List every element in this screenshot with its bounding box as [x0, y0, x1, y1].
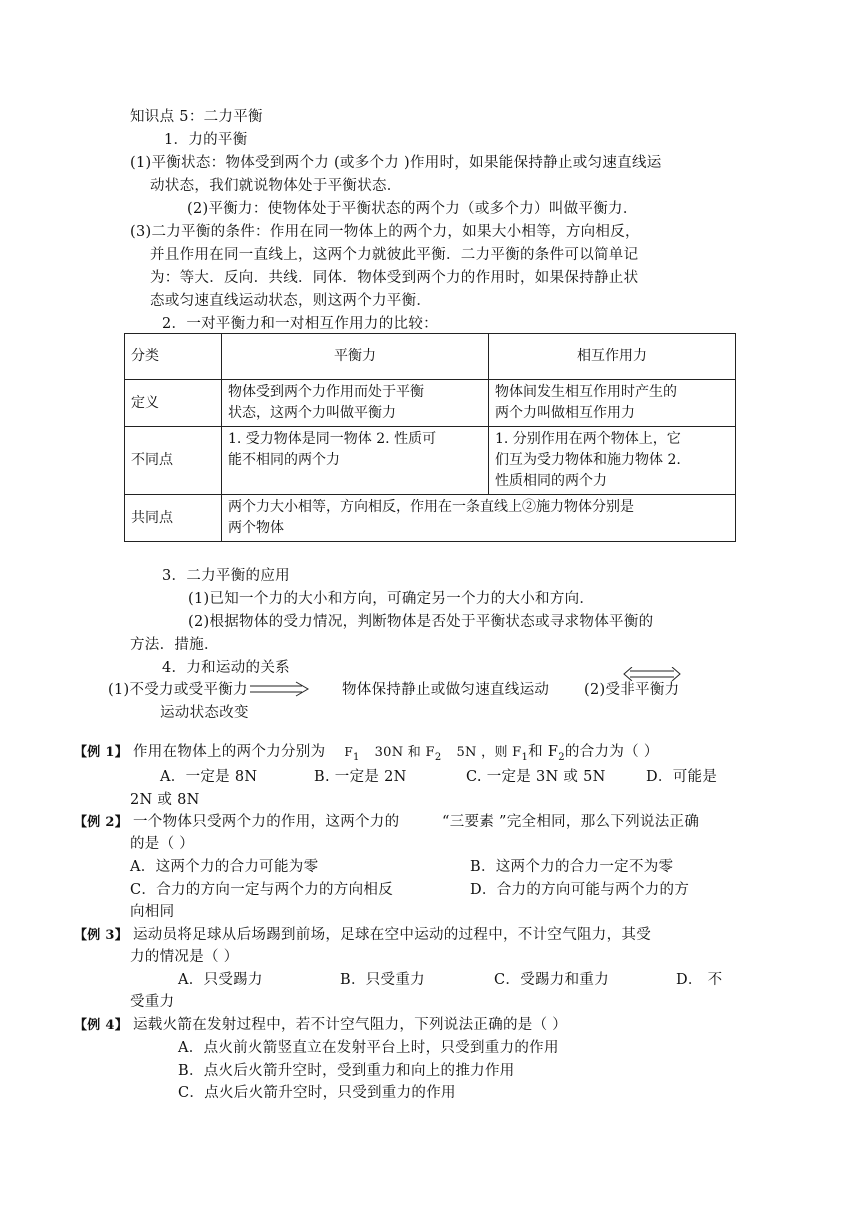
example-tag: 【例 1】 [74, 745, 129, 760]
table-row [125, 495, 736, 542]
cell-line: 1. 分别作用在两个物体上，它 [495, 431, 681, 447]
option-a: A．只受踢力 [178, 972, 263, 988]
relation-result: 运动状态改变 [160, 705, 249, 721]
subheading-3: 3．二力平衡的应用 [162, 568, 290, 584]
paragraph-line: 并且作用在同一直线上，这两个力就彼此平衡．二力平衡的条件可以简单记 [150, 247, 639, 263]
option-c: C. 一定是 3N 或 5N [466, 769, 606, 785]
cell-line: 状态，这两个力叫做平衡力 [228, 405, 396, 421]
paragraph-line: 为：等大．反向．共线．同体．物体受到两个力的作用时，如果保持静止状 [150, 270, 639, 286]
subheading-1: 1．力的平衡 [164, 132, 248, 148]
subscript: 2 [558, 751, 565, 763]
example-text: 5N ，则 F [456, 745, 522, 760]
example-text: 30N 和 F [374, 745, 435, 760]
relation-middle: 物体保持静止或做匀速直线运动 [342, 682, 550, 698]
table-cell [489, 380, 736, 427]
example-tag: 【例 3】 [74, 928, 129, 943]
option-b: B．只受重力 [340, 972, 425, 988]
cell-line: 性质相同的两个力 [495, 473, 607, 489]
table-cell [489, 427, 736, 495]
example-1-stem [74, 742, 659, 768]
table-row [125, 380, 736, 427]
cell-line: 们互为受力物体和施力物体 2. [495, 452, 681, 468]
cell-line: 物体受到两个力作用而处于平衡 [228, 384, 424, 400]
paragraph-line: (3)二力平衡的条件：作用在同一物体上的两个力，如果大小相等，方向相反， [130, 224, 640, 240]
example-tag: 【例 2】 [74, 815, 129, 830]
table-row [125, 427, 736, 495]
option-continuation: 2N 或 8N [130, 792, 200, 808]
cell-line: 能不相同的两个力 [228, 452, 340, 468]
option-a: A．这两个力的合力可能为零 [130, 859, 319, 875]
example-text: 作用在物体上的两个力分别为 [133, 744, 326, 760]
relation-right: (2)受非平衡力 [584, 682, 680, 698]
example-3-stem [74, 925, 651, 946]
example-text: 的合力为（ ） [564, 744, 659, 760]
paragraph-line: 方法．措施． [130, 637, 219, 653]
subheading-4: 4．力和运动的关系 [162, 660, 290, 676]
paragraph-line: (2)根据物体的受力情况，判断物体是否处于平衡状态或寻求物体平衡的 [188, 614, 654, 630]
example-text: 运动员将足球从后场踢到前场，足球在空中运动的过程中，不计空气阻力，其受 [133, 927, 651, 943]
option-d: D． 不 [676, 972, 723, 988]
subscript: 2 [434, 751, 442, 763]
table-cell [222, 495, 736, 542]
subheading-2: 2．一对平衡力和一对相互作用力的比较： [162, 316, 438, 332]
paragraph-line: 动状态，我们就说物体处于平衡状态． [150, 178, 402, 194]
symbol-text: F [344, 745, 353, 759]
table-header-cell: 分类 [125, 334, 222, 380]
double-arrow-icon [248, 681, 312, 697]
option-b: B．这两个力的合力一定不为零 [470, 859, 674, 875]
example-text: 力的情况是（ ） [130, 949, 239, 965]
option-b: B. 一定是 2N [314, 769, 407, 785]
paragraph-line: (2)平衡力：使物体处于平衡状态的两个力（或多个力）叫做平衡力． [187, 201, 638, 217]
example-text: 一个物体只受两个力的作用，这两个力的 [133, 814, 400, 830]
table-header-cell: 相互作用力 [489, 334, 736, 380]
option-b: B．点火后火箭升空时，受到重力和向上的推力作用 [178, 1063, 515, 1079]
option-a: A．点火前火箭竖直立在发射平台上时，只受到重力的作用 [178, 1040, 559, 1056]
cell-line: 两个物体 [228, 520, 284, 536]
cell-line: 两个力大小相等，方向相反，作用在一条直线上②施力物体分别是 [228, 499, 634, 515]
option-c: C．合力的方向一定与两个力的方向相反 [130, 882, 393, 898]
example-text: “三要素 ”完全相同，那么下列说法正确 [442, 814, 700, 830]
example-4-stem [74, 1015, 567, 1036]
paragraph-line: (1)平衡状态：物体受到两个力 (或多个力 )作用时，如果能保持静止或匀速直线运 [130, 155, 662, 171]
table-cell [222, 380, 489, 427]
double-arrow-icon [622, 667, 682, 681]
option-a: A．一定是 8N [160, 769, 258, 785]
option-c: C．点火后火箭升空时，只受到重力的作用 [178, 1085, 456, 1101]
option-c: C．受踢力和重力 [494, 972, 609, 988]
cell-line: 1. 受力物体是同一物体 2. 性质可 [228, 431, 437, 447]
table-header-cell: 平衡力 [222, 334, 489, 380]
subscript: 1 [521, 751, 529, 763]
example-text: 和 F [528, 744, 559, 760]
table-cell-label: 定义 [125, 380, 222, 427]
table-cell-label: 共同点 [125, 495, 222, 542]
relation-left: (1)不受力或受平衡力 [108, 682, 248, 698]
cell-line: 两个力叫做相互作用力 [495, 405, 635, 421]
table-cell [222, 427, 489, 495]
option-d: D．可能是 [646, 769, 718, 785]
cell-line: 物体间发生相互作用时产生的 [495, 384, 677, 400]
subscript: 1 [352, 751, 360, 763]
example-text: 的是（ ） [130, 836, 195, 852]
section-title: 知识点 5：二力平衡 [130, 109, 263, 125]
option-continuation: 向相同 [130, 904, 175, 920]
example-text: 运载火箭在发射过程中，若不计空气阻力，下列说法正确的是（ ） [133, 1017, 568, 1033]
paragraph-line: 态或匀速直线运动状态，则这两个力平衡． [150, 293, 432, 309]
example-tag: 【例 4】 [74, 1018, 129, 1033]
option-continuation: 受重力 [130, 994, 175, 1010]
example-2-stem [74, 812, 399, 833]
paragraph-line: (1)已知一个力的大小和方向，可确定另一个力的大小和方向． [188, 591, 595, 607]
option-d: D．合力的方向可能与两个力的方 [470, 882, 690, 898]
table-cell-label: 不同点 [125, 427, 222, 495]
comparison-table [124, 333, 736, 542]
